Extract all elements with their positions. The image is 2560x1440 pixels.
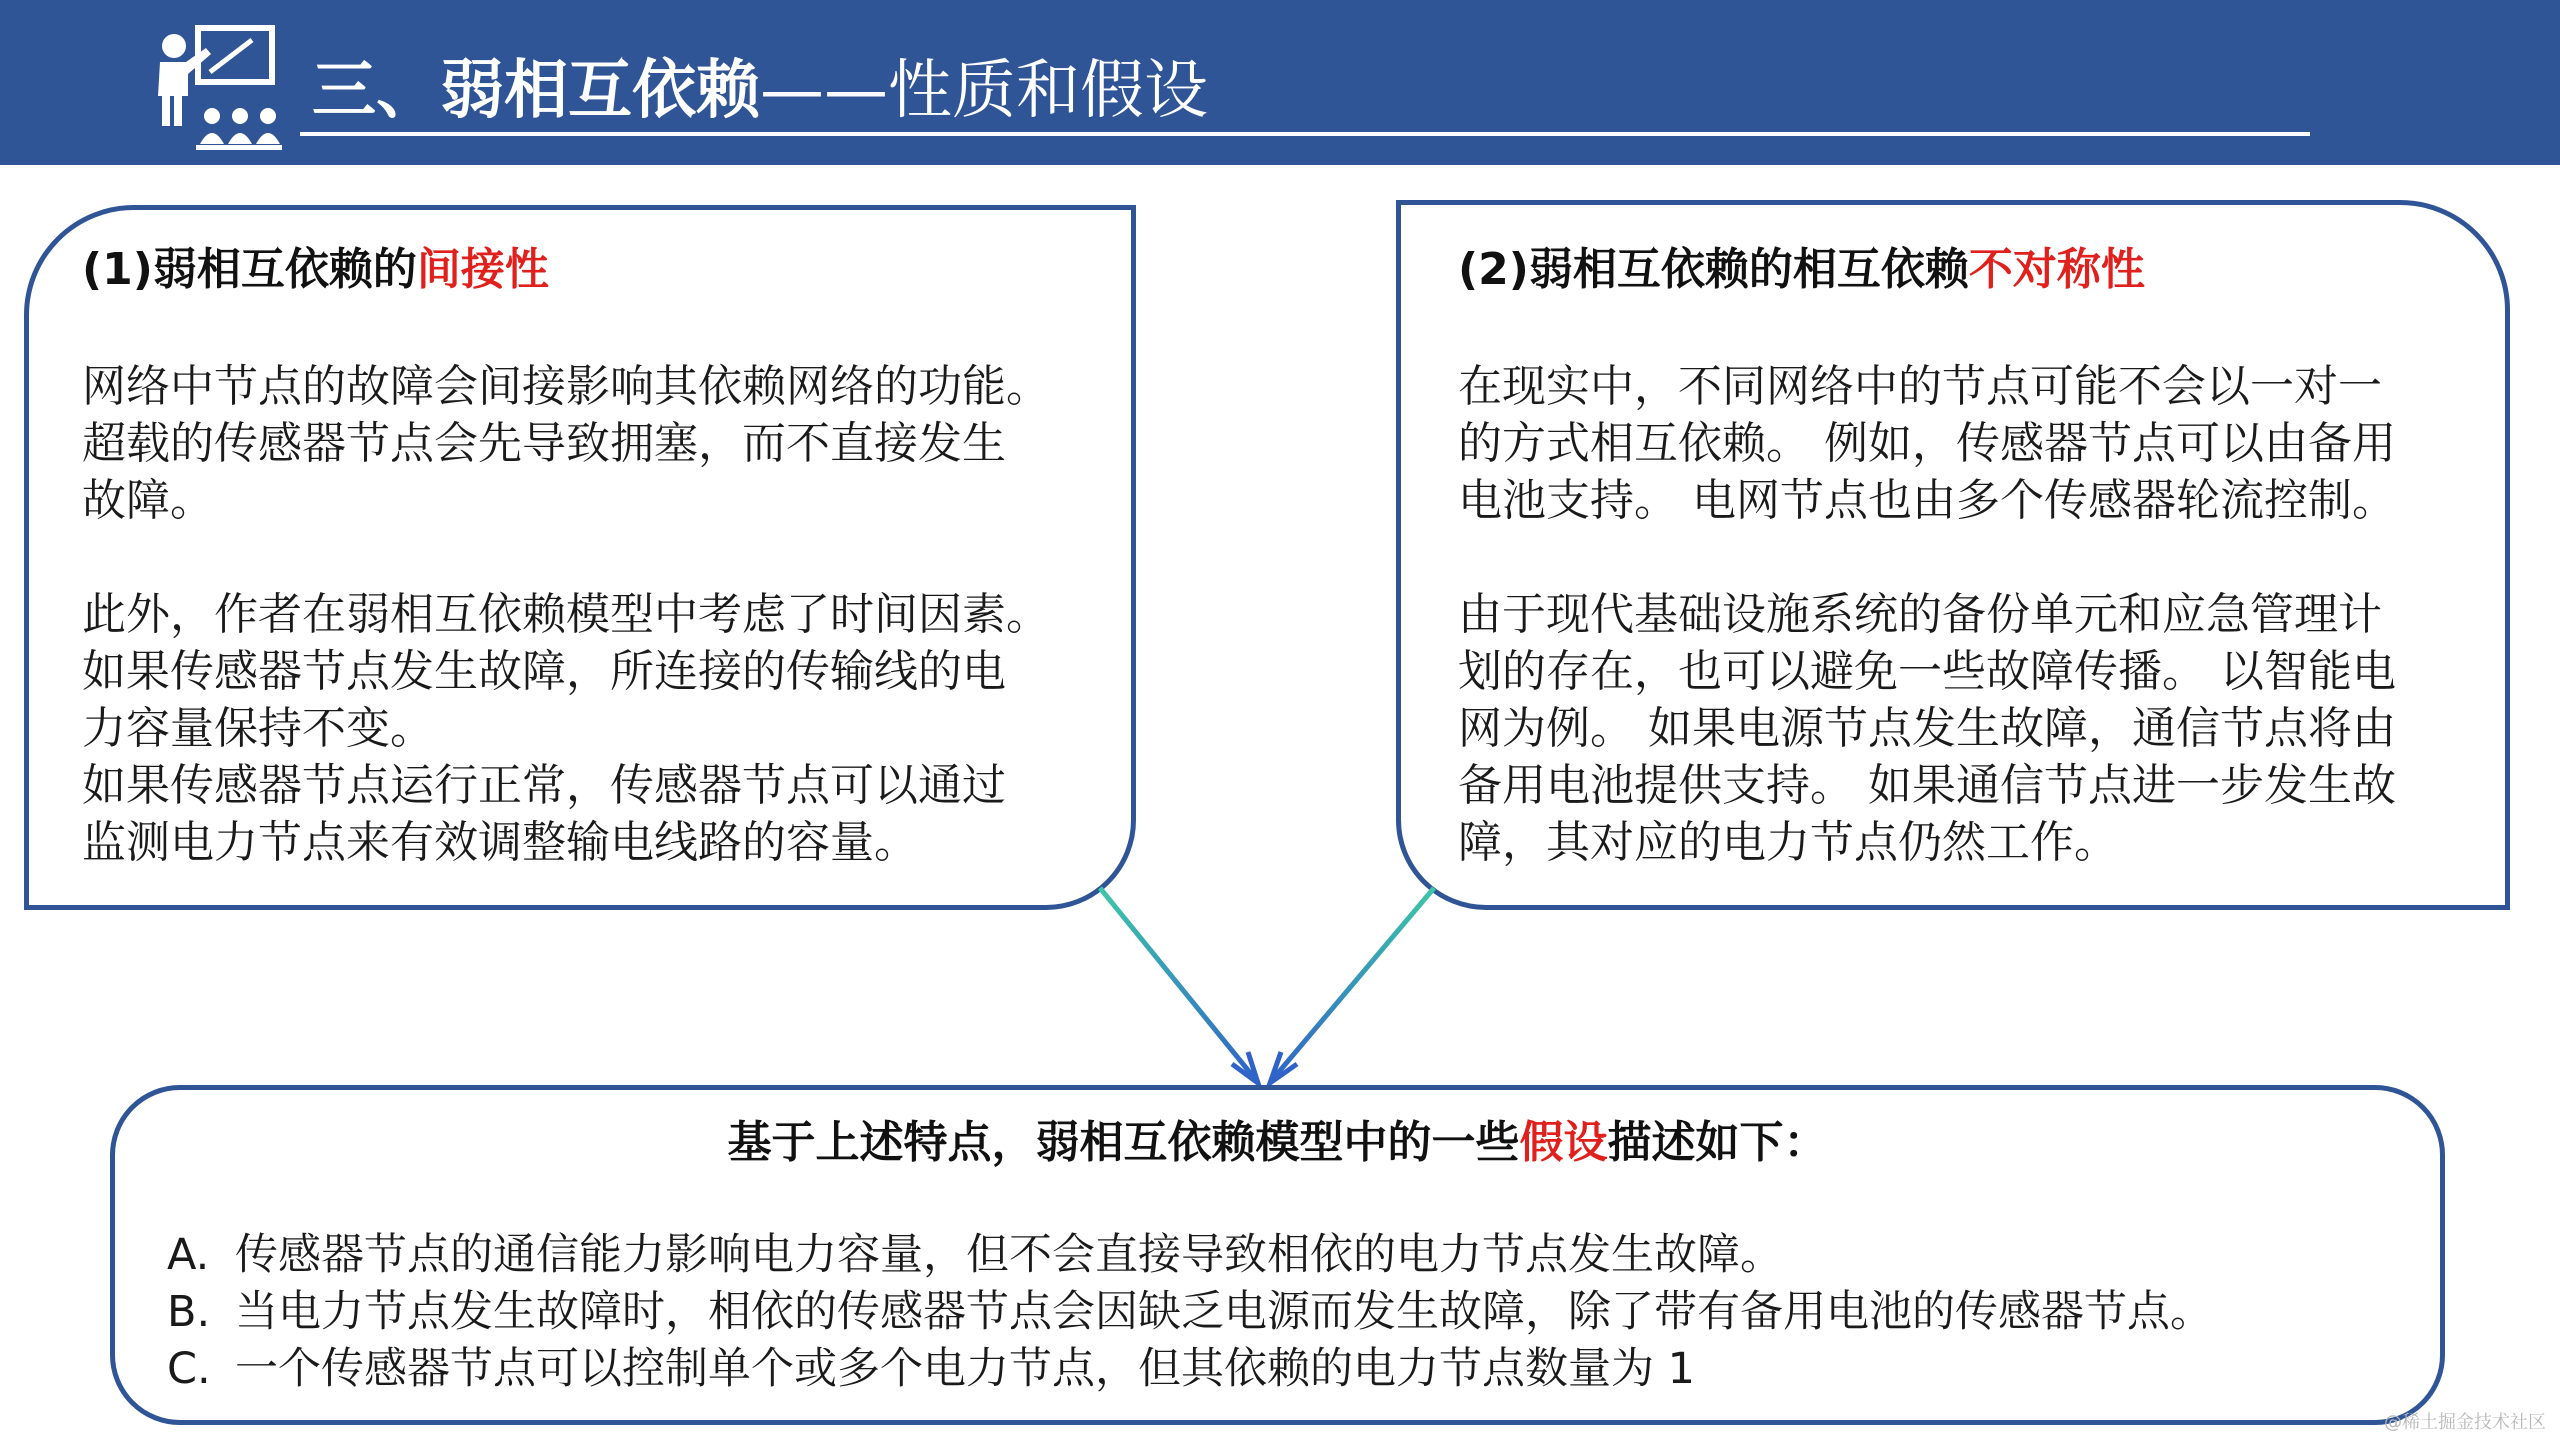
text-line: 如果传感器节点发生故障，所连接的传输线的电 — [82, 646, 1006, 697]
text-line: 此外，作者在弱相互依赖模型中考虑了时间因素。 — [82, 589, 1050, 640]
page-title-sub: ——性质和假设 — [760, 54, 1208, 128]
page-title-main: 三、弱相互依赖 — [312, 54, 760, 128]
text-line: 电池支持。 电网节点也由多个传感器轮流控制。 — [1458, 475, 2396, 526]
assumptions-heading-highlight: 假设 — [1519, 1117, 1608, 1168]
assumptions-list — [167, 1227, 2213, 1398]
list-marker: C. — [167, 1344, 211, 1394]
indirectness-heading-prefix: (1)弱相互依赖的 — [82, 244, 417, 295]
text-line: 监测电力节点来有效调整输电线路的容量。 — [82, 817, 918, 868]
text-line: 网络中节点的故障会间接影响其依赖网络的功能。 — [82, 361, 1050, 412]
assumption-item-c — [167, 1341, 2213, 1398]
text-line: 障，其对应的电力节点仍然工作。 — [1458, 817, 2118, 868]
assumptions-heading-prefix: 基于上述特点，弱相互依赖模型中的一些 — [727, 1117, 1520, 1168]
text-line: 的方式相互依赖。 例如，传感器节点可以由备用 — [1458, 418, 2396, 469]
text-line: 网为例。 如果电源节点发生故障，通信节点将由 — [1458, 703, 2396, 754]
right-arrow — [1270, 888, 1434, 1083]
list-marker: B. — [167, 1287, 211, 1337]
text-line: 在现实中，不同网络中的节点可能不会以一对一 — [1458, 361, 2382, 412]
text-line: 超载的传感器节点会先导致拥塞，而不直接发生 — [82, 418, 1006, 469]
text-line: 备用电池提供支持。 如果通信节点进一步发生故 — [1458, 760, 2396, 811]
list-marker: A. — [167, 1230, 210, 1280]
assumptions-heading — [110, 1113, 2445, 1173]
indirectness-heading-highlight: 间接性 — [416, 244, 549, 295]
text-line: 划的存在，也可以避免一些故障传播。 以智能电 — [1458, 646, 2396, 697]
text-line: 力容量保持不变。 — [82, 703, 434, 754]
assumption-item-b — [167, 1284, 2213, 1341]
list-item-text: 当电力节点发生故障时，相依的传感器节点会因缺乏电源而发生故障，除了带有备用电池的传感器节点。 — [235, 1287, 2213, 1337]
list-item-text: 传感器节点的通信能力影响电力容量，但不会直接导致相依的电力节点发生故障。 — [235, 1230, 1783, 1280]
left-arrow — [1100, 888, 1258, 1083]
asymmetry-heading-prefix: (2)弱相互依赖的相互依赖 — [1458, 244, 1969, 295]
assumption-item-a — [167, 1227, 2213, 1284]
assumptions-heading-suffix: 描述如下： — [1607, 1117, 1828, 1168]
text-line: 由于现代基础设施系统的备份单元和应急管理计 — [1458, 589, 2382, 640]
watermark: @稀土掘金技术社区 — [2384, 1412, 2546, 1433]
asymmetry-heading-highlight: 不对称性 — [1968, 244, 2145, 295]
list-item-text: 一个传感器节点可以控制单个或多个电力节点，但其依赖的电力节点数量为 1 — [235, 1344, 1696, 1394]
text-line: 如果传感器节点运行正常，传感器节点可以通过 — [82, 760, 1006, 811]
text-line: 故障。 — [82, 475, 214, 526]
